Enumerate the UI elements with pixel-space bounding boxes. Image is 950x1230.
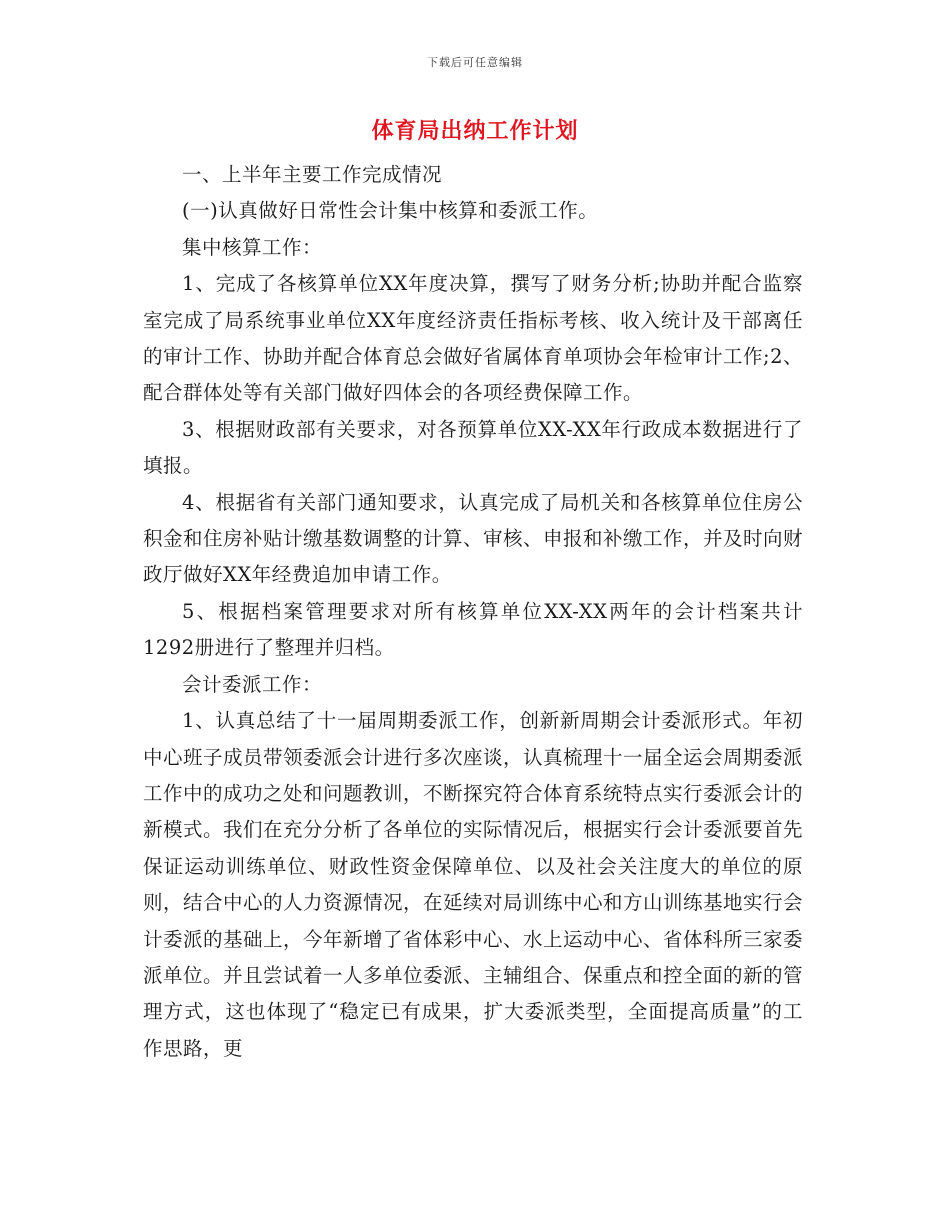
document-title: 体育局出纳工作计划 (371, 119, 579, 144)
document-body (143, 157, 803, 1067)
subheading-accounting-delegation: 会计委派工作： (182, 672, 323, 696)
paragraph-item-5: 5、根据档案管理要求对所有核算单位XX-XX两年的会计档案共计1292册进行了整理并归档。 (143, 599, 803, 660)
paragraph-item-4: 4、根据省有关部门通知要求，认真完成了局机关和各核算单位住房公积金和住房补贴计缴基数调整的计算、审核、申报和补缴工作，并及时向财政厅做好XX年经费追加申请工作。 (143, 490, 804, 587)
section-heading: 一、上半年主要工作完成情况 (182, 163, 443, 186)
paragraph-item-3: 3、根据财政部有关要求，对各预算单位XX-XX年行政成本数据进行了填报。 (143, 417, 803, 478)
page-header-note: 下载后可任意编辑 (427, 56, 523, 69)
subheading-centralized-accounting: 集中核算工作： (182, 235, 323, 259)
paragraph-item-1: 1、完成了各核算单位XX年度决算，撰写了财务分析;协助并配合监察室完成了局系统事业单位XX年度经济责任指标考核、收入统计及干部离任的审计工作、协助并配合体育总会做好省属体育单项协会年检审计工作;2、配合群体处等有关部门做好四体会的各项经费保障工作。 (143, 272, 803, 405)
subsection-heading: (一)认真做好日常性会计集中核算和委派工作。 (182, 199, 599, 223)
paragraph-delegation-item-1: 1、认真总结了十一届周期委派工作，创新新周期会计委派形式。年初中心班子成员带领委派会计进行多次座谈，认真梳理十一届全运会周期委派工作中的成功之处和问题教训，不断探究符合体育系统特点实行委派会计的新模式。我们在充分分析了各单位的实际情况后，根据实行会计委派要首先保证运动训练单位、财政性资金保障单位、以及社会关注度大的单位的原则，结合中心的人力资源情况，在延续对局训练中心和方山训练基地实行会计委派的基础上，今年新增了省体彩中心、水上运动中心、省体科所三家委派单位。并且尝试着一人多单位委派、主辅组合、保重点和控全面的新的管理方式，这也体现了“稳定已有成果，扩大委派类型，全面提高质量”的工作思路，更 (143, 709, 804, 1060)
